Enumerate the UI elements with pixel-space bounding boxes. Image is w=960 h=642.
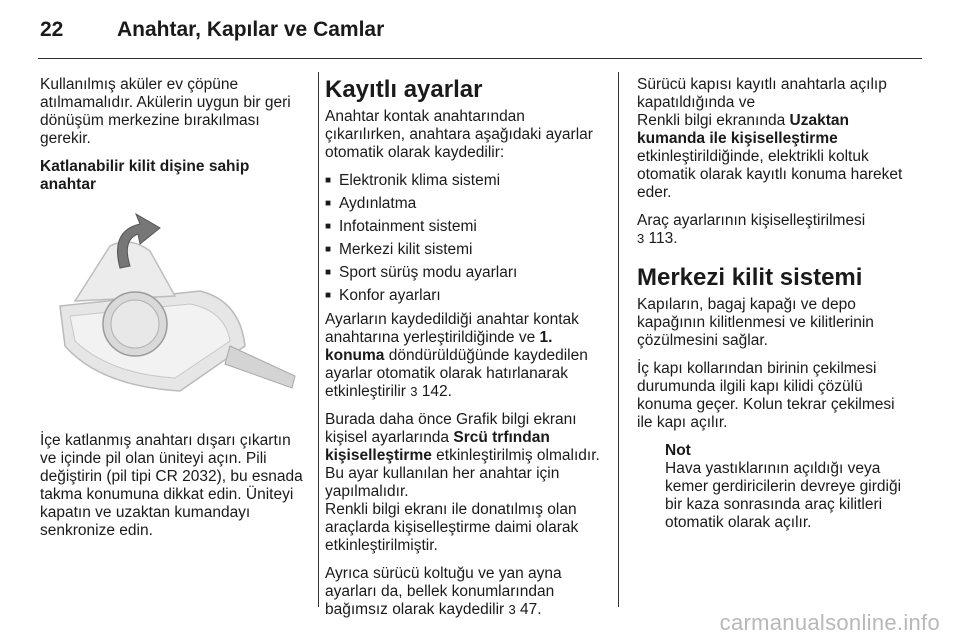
saved-settings-list	[325, 172, 605, 305]
column-middle	[325, 76, 605, 629]
folding-key-subheading: Katlanabilir kilit dişine sahip anahtar	[40, 158, 250, 193]
central-locking-intro: Kapıların, bagaj kapağı ve depo kapağının kilitlenmesi ve kilitlerinin çözülmesini sağlar.	[637, 296, 874, 349]
central-locking-heading: Merkezi kilit sistemi	[637, 264, 863, 291]
driver-door-paragraph: Sürücü kapısı kayıtlı anahtarla açılıp kapatıldığında ve Renkli bilgi ekranında Uzaktan kumanda ile kişiselleştirme etkinleştirildiğinde, elektrikli koltuk otomatik olarak kayıtlı konuma hareket eder.	[637, 76, 903, 201]
settings-recall-paragraph: Ayarların kaydedildiği anahtar kontak anahtarına yerleştirildiğinde ve 1. konuma döndürüldüğünde kaydedilen ayarlar otomatik olarak hatırlanarak etkinleştirilir 3 142.	[325, 311, 588, 400]
page-header	[40, 12, 920, 52]
column-left	[40, 76, 308, 550]
note-title: Not	[665, 442, 691, 459]
page-ref-link[interactable]: 47.	[515, 601, 542, 618]
remote-personalization-label: Uzaktan kumanda ile kişiselleştirme	[637, 112, 849, 147]
header-rule	[38, 58, 922, 59]
vehicle-personalization-paragraph: Araç ayarlarının kişiselleştirilmesi 3 113.	[637, 212, 866, 247]
column-right	[637, 76, 907, 532]
note-text: Hava yastıklarının açıldığı veya kemer gerdiricilerin devreye girdiği bir kaza sonrasında araç kilitleri otomatik olarak açılır.	[665, 460, 902, 531]
watermark: carmanualsonline.info	[719, 610, 940, 635]
page-ref-arrow-icon: 3	[508, 602, 516, 617]
battery-disposal-text: Kullanılmış aküler ev çöpüne atılmamalıdır. Akülerin uygun bir geri dönüşüm merkezine bırakılması gerekir.	[40, 76, 291, 147]
chapter-title: Anahtar, Kapılar ve Camlar	[117, 18, 385, 41]
list-item: ■ Infotainment sistemi	[325, 218, 605, 236]
key-battery-illustration	[40, 206, 302, 418]
saved-settings-intro: Anahtar kontak anahtarından çıkarılırken, anahtara aşağıdaki ayarlar otomatik olarak kaydedilir:	[325, 108, 593, 161]
key-fob-battery-image	[40, 206, 302, 418]
list-item: ■ Aydınlatma	[325, 195, 605, 213]
inner-handle-paragraph: İç kapı kollarından birinin çekilmesi durumunda ilgili kapı kilidi çözülü konuma geçer. Kolun tekrar çekilmesi ile kapı açılır.	[637, 360, 895, 431]
note-box	[665, 442, 907, 532]
page-ref-link[interactable]: 113.	[644, 230, 678, 247]
personalization-paragraph: Burada daha önce Grafik bilgi ekranı kişisel ayarlarında Srcü trfından kişiselleştirme etkinleştirilmiş olmalıdır. Bu ayar kullanılan her anahtar için yapılmalıdır. Renkli bilgi ekranı ile donatılmış olan araçlarda kişiselleştirme daimi olarak etkinleştirilmiştir.	[325, 411, 600, 554]
seat-mirror-paragraph: Ayrıca sürücü koltuğu ve yan ayna ayarları da, bellek konumlarından bağımsız olarak kaydedilir 3 47.	[325, 565, 562, 618]
page-ref-link[interactable]: 142.	[417, 383, 452, 400]
column-divider-1	[318, 72, 319, 607]
list-item: ■ Konfor ayarları	[325, 287, 605, 305]
page-number: 22	[40, 18, 64, 41]
driver-personalization-label: Srcü trfından kişiselleştirme	[325, 429, 550, 464]
column-divider-2	[618, 72, 619, 607]
page-ref-arrow-icon: 3	[410, 384, 418, 399]
list-item: ■ Merkezi kilit sistemi	[325, 241, 605, 259]
list-item: ■ Elektronik klima sistemi	[325, 172, 605, 190]
list-item: ■ Sport sürüş modu ayarları	[325, 264, 605, 282]
battery-replacement-instructions: İçe katlanmış anahtarı dışarı çıkartın ve içinde pil olan üniteyi açın. Pili değiştirin (pil tipi CR 2032), bu esnada takma konumuna dikkat edin. Üniteyi kapatın ve uzaktan kumandayı senkronize edin.	[40, 432, 303, 539]
position-1-label: 1. konuma	[325, 329, 553, 364]
saved-settings-heading: Kayıtlı ayarlar	[325, 76, 483, 103]
page-ref-arrow-icon: 3	[637, 231, 645, 246]
